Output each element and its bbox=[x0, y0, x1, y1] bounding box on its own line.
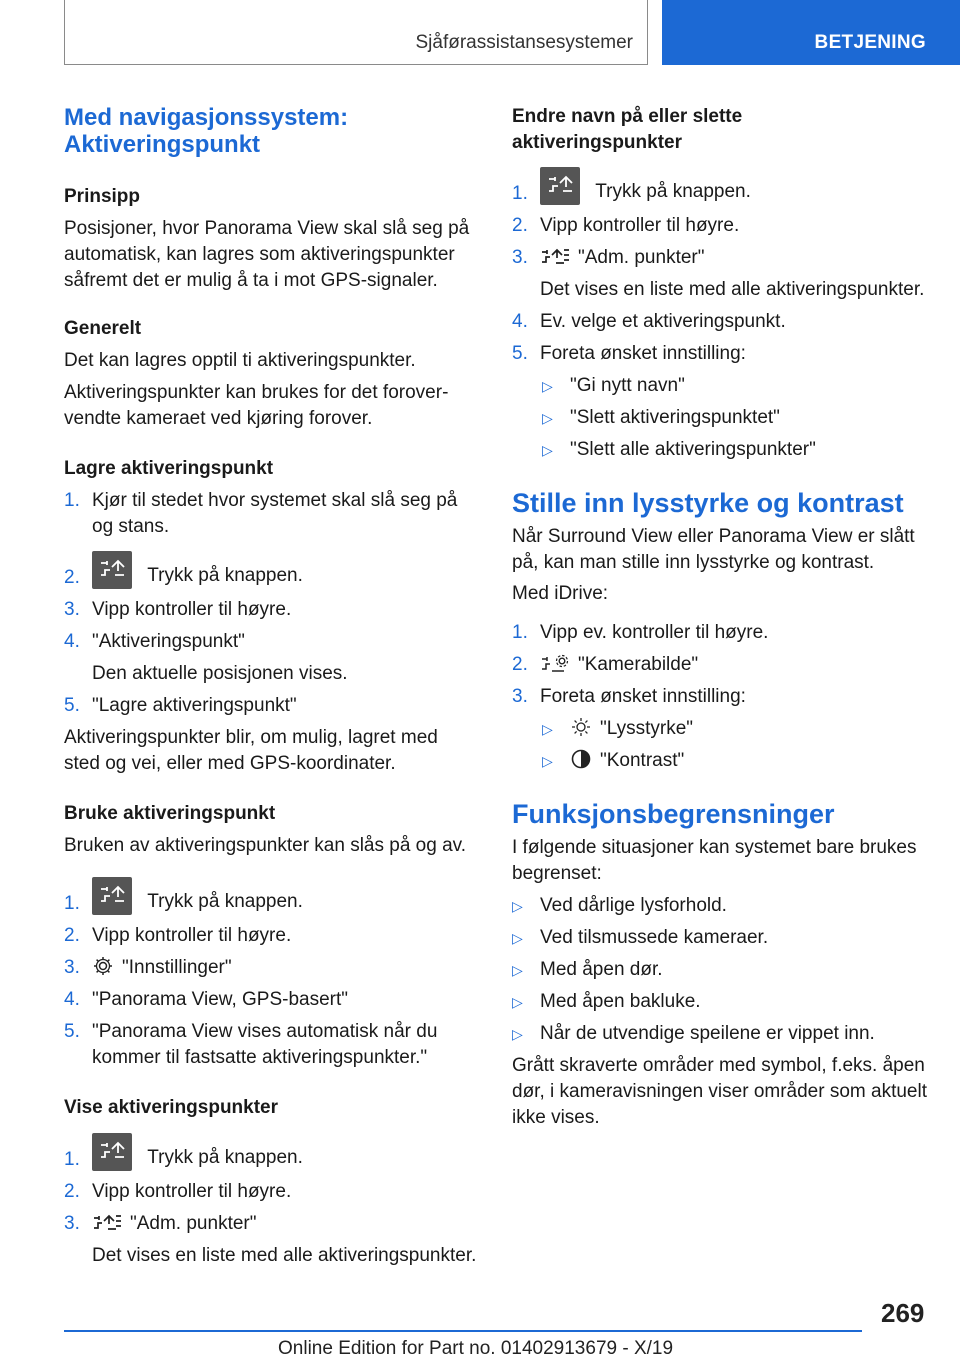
section-title-aktiveringspunkt bbox=[64, 104, 348, 158]
step-text: Trykk på knappen. bbox=[595, 181, 751, 202]
manage-points-icon bbox=[92, 1213, 122, 1233]
bullet-text: "Gi nytt navn" bbox=[570, 375, 685, 396]
footer-edition: Online Edition for Part no. 01402913679 - X/19 bbox=[278, 1338, 674, 1359]
heading-bruke: Bruke aktiveringspunkt bbox=[64, 803, 276, 824]
heading-prinsipp: Prinsipp bbox=[64, 186, 141, 207]
bullet-line bbox=[570, 716, 693, 742]
heading-vise: Vise aktiveringspunkter bbox=[64, 1097, 279, 1118]
step-text: Kjør til stedet hvor systemet skal slå seg på bbox=[92, 490, 458, 511]
step-number: 2. bbox=[64, 567, 80, 588]
step-number: 3. bbox=[512, 247, 528, 268]
header-chapter-title: BETJENING bbox=[814, 32, 926, 53]
page-number: 269 bbox=[881, 1298, 925, 1328]
step-line bbox=[92, 877, 303, 915]
bullet-text: Ved dårlige lysforhold. bbox=[540, 895, 727, 916]
step-line bbox=[540, 245, 705, 271]
bullet-triangle-icon: ▷ bbox=[512, 1026, 523, 1042]
step-text: Trykk på knappen. bbox=[147, 565, 303, 586]
text-line: dør, i kameravisningen viser områder som aktuelt bbox=[512, 1081, 927, 1102]
paragraph-idrive: Med iDrive: bbox=[512, 583, 609, 604]
step-number: 5. bbox=[64, 1021, 80, 1042]
step-text: Foreta ønsket innstilling: bbox=[540, 343, 746, 364]
step-line bbox=[92, 1211, 257, 1237]
step-text: Den aktuelle posisjonen vises. bbox=[92, 663, 348, 684]
step-text: Vipp kontroller til høyre. bbox=[540, 215, 740, 236]
camera-menu-button-icon[interactable] bbox=[92, 877, 132, 915]
step-number: 4. bbox=[64, 631, 80, 652]
bullet-text: "Lysstyrke" bbox=[600, 718, 694, 739]
text-line: Når Surround View eller Panorama View er slått bbox=[512, 526, 915, 547]
text-line: Aktiveringspunkter blir, om mulig, lagret med bbox=[64, 727, 438, 748]
text-line: Posisjoner, hvor Panorama View skal slå seg på bbox=[64, 218, 470, 239]
heading-line: Endre navn på eller slette bbox=[512, 106, 743, 127]
step-text: "Panorama View, GPS-basert" bbox=[92, 989, 349, 1010]
footer-divider bbox=[64, 1330, 862, 1332]
text-line: på, kan man stille inn lysstyrke og kontrast. bbox=[512, 552, 875, 573]
step-text: Trykk på knappen. bbox=[147, 1147, 303, 1168]
section-title-lysstyrke: Stille inn lysstyrke og kontrast bbox=[512, 488, 904, 518]
bullet-text: "Slett aktiveringspunktet" bbox=[570, 407, 780, 428]
bullet-triangle-icon: ▷ bbox=[542, 378, 553, 394]
manage-points-icon bbox=[540, 247, 570, 267]
step-number: 4. bbox=[512, 311, 528, 332]
heading-generelt: Generelt bbox=[64, 318, 142, 339]
bullet-text: Med åpen bakluke. bbox=[540, 991, 701, 1012]
step-text: "Aktiveringspunkt" bbox=[92, 631, 245, 652]
bullet-triangle-icon: ▷ bbox=[512, 994, 523, 1010]
paragraph-funk bbox=[512, 835, 932, 887]
step-text: "Kamerabilde" bbox=[578, 654, 699, 675]
heading-line: aktiveringspunkter bbox=[512, 132, 682, 153]
step-text: Foreta ønsket innstilling: bbox=[540, 686, 746, 707]
paragraph-lagre-after bbox=[64, 725, 484, 777]
header-section-title: Sjåførassistansesystemer bbox=[415, 32, 633, 53]
text-line: såfremt det er mulig å ta i mot GPS-signaler. bbox=[64, 270, 438, 291]
section-title-funksjonsbegrensninger: Funksjonsbegrensninger bbox=[512, 799, 835, 829]
paragraph-generelt-2 bbox=[64, 380, 484, 432]
header-chapter-box bbox=[662, 0, 960, 65]
bullet-triangle-icon: ▷ bbox=[542, 721, 553, 737]
step-number: 2. bbox=[512, 215, 528, 236]
step-line bbox=[540, 167, 751, 205]
text-line: sted og vei, eller med GPS-koordinater. bbox=[64, 753, 396, 774]
step-number: 3. bbox=[64, 1213, 80, 1234]
step-number: 1. bbox=[64, 1149, 80, 1170]
bullet-triangle-icon: ▷ bbox=[512, 898, 523, 914]
step-text: Vipp ev. kontroller til høyre. bbox=[540, 622, 769, 643]
text-line: begrenset: bbox=[512, 863, 602, 884]
step-text: "Innstillinger" bbox=[122, 957, 232, 978]
step-number: 2. bbox=[512, 654, 528, 675]
bullet-triangle-icon: ▷ bbox=[512, 962, 523, 978]
paragraph-prinsipp bbox=[64, 216, 484, 294]
step-line bbox=[540, 652, 698, 678]
title-line: Med navigasjonssystem: bbox=[64, 104, 349, 131]
step-number: 1. bbox=[64, 893, 80, 914]
step-text: Vipp kontroller til høyre. bbox=[92, 1181, 292, 1202]
text-line: Grått skraverte områder med symbol, f.eks. åpen bbox=[512, 1055, 925, 1076]
bullet-text: Når de utvendige speilene er vippet inn. bbox=[540, 1023, 875, 1044]
bullet-triangle-icon: ▷ bbox=[542, 442, 553, 458]
step-text: "Lagre aktiveringspunkt" bbox=[92, 695, 297, 716]
step-number: 3. bbox=[64, 599, 80, 620]
step-text: og stans. bbox=[92, 516, 170, 537]
step-text: Det vises en liste med alle aktiveringspunkter. bbox=[92, 1245, 477, 1266]
step-text: Ev. velge et aktiveringspunkt. bbox=[540, 311, 786, 332]
brightness-icon bbox=[570, 716, 592, 738]
text-line: automatisk, kan lagres som aktiveringspunkter bbox=[64, 244, 455, 265]
bullet-text: Med åpen dør. bbox=[540, 959, 663, 980]
step-text: Vipp kontroller til høyre. bbox=[92, 925, 292, 946]
bullet-triangle-icon: ▷ bbox=[542, 410, 553, 426]
step-line bbox=[92, 551, 303, 589]
step-number: 3. bbox=[64, 957, 80, 978]
header-section-box bbox=[64, 0, 648, 65]
text-line: vendte kameraet ved kjøring forover. bbox=[64, 408, 373, 429]
step-number: 2. bbox=[64, 1181, 80, 1202]
camera-settings-icon bbox=[540, 652, 570, 674]
step-number: 4. bbox=[64, 989, 80, 1010]
bullet-text: "Kontrast" bbox=[600, 750, 685, 771]
bullet-line bbox=[570, 748, 684, 774]
step-text: Vipp kontroller til høyre. bbox=[92, 599, 292, 620]
paragraph-bruke: Bruken av aktiveringspunkter kan slås på og av. bbox=[64, 835, 467, 856]
step-number: 1. bbox=[512, 622, 528, 643]
text-line: I følgende situasjoner kan systemet bare brukes bbox=[512, 837, 917, 858]
step-line bbox=[92, 955, 232, 981]
heading-endre bbox=[512, 104, 742, 156]
step-number: 3. bbox=[512, 686, 528, 707]
camera-menu-button-icon[interactable] bbox=[92, 1133, 132, 1171]
step-text: Det vises en liste med alle aktiveringspunkter. bbox=[540, 279, 925, 300]
title-line: Aktiveringspunkt bbox=[64, 131, 261, 158]
text-line: ikke vises. bbox=[512, 1107, 600, 1128]
contrast-icon bbox=[570, 748, 592, 770]
paragraph-funk-after bbox=[512, 1053, 932, 1131]
heading-lagre: Lagre aktiveringspunkt bbox=[64, 458, 274, 479]
bullet-text: Ved tilsmussede kameraer. bbox=[540, 927, 769, 948]
camera-menu-button-icon[interactable] bbox=[540, 167, 580, 205]
step-number: 1. bbox=[512, 183, 528, 204]
bullet-text: "Slett alle aktiveringspunkter" bbox=[570, 439, 816, 460]
text-line: Aktiveringspunkter kan brukes for det forover- bbox=[64, 382, 449, 403]
step-text: Trykk på knappen. bbox=[147, 891, 303, 912]
paragraph-generelt-1: Det kan lagres opptil ti aktiveringspunkter. bbox=[64, 350, 416, 371]
step-text: "Adm. punkter" bbox=[130, 1213, 257, 1234]
step-text: kommer til fastsatte aktiveringspunkter." bbox=[92, 1047, 428, 1068]
step-number: 1. bbox=[64, 490, 80, 511]
bullet-triangle-icon: ▷ bbox=[542, 753, 553, 769]
step-number: 2. bbox=[64, 925, 80, 946]
step-text: "Adm. punkter" bbox=[578, 247, 705, 268]
camera-menu-button-icon[interactable] bbox=[92, 551, 132, 589]
step-line bbox=[92, 1133, 303, 1171]
step-text: "Panorama View vises automatisk når du bbox=[92, 1021, 438, 1042]
paragraph-lysstyrke bbox=[512, 524, 932, 576]
bullet-triangle-icon: ▷ bbox=[512, 930, 523, 946]
step-number: 5. bbox=[64, 695, 80, 716]
step-number: 5. bbox=[512, 343, 528, 364]
gear-icon bbox=[92, 955, 114, 977]
